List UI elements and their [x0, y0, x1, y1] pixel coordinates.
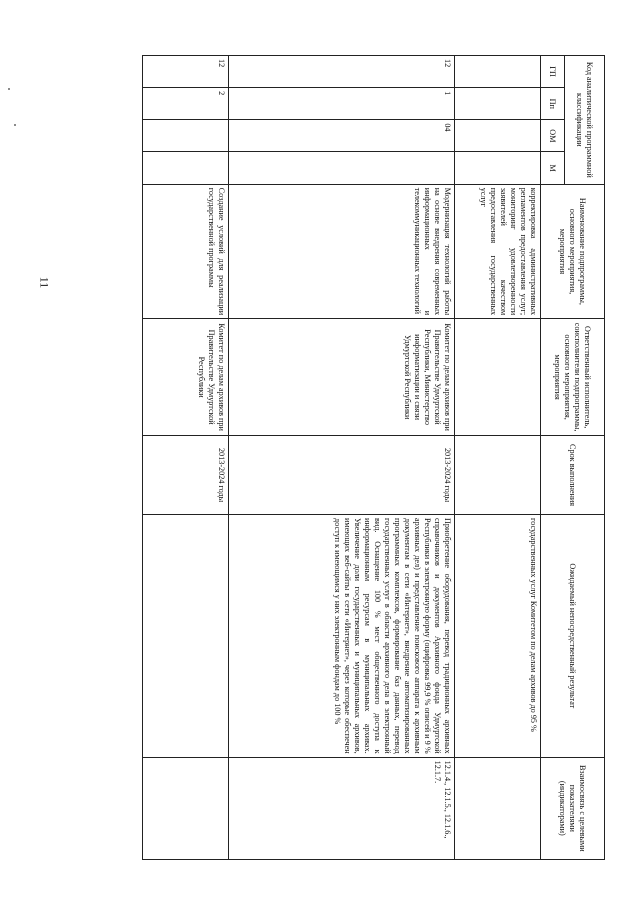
- name-header: Наименование подпрограммы, основного мероприятия, мероприятия: [541, 184, 605, 318]
- cell-om: [143, 120, 229, 152]
- cell-gp: 12: [143, 56, 229, 88]
- cell-gp: 12: [229, 56, 455, 88]
- cell-m: [455, 152, 541, 184]
- result-header: Ожидаемый непосредственный результат: [541, 515, 605, 758]
- cell-link: 12.1.4., 12.1.5., 12.1.6., 12.1.7.: [229, 757, 455, 859]
- cell-name: корректировка административных регламентов предоставления услуг; мониторинг удовлетворенности заявителей качеством предоставления государственных услуг: [455, 184, 541, 318]
- cell-executor: [455, 319, 541, 436]
- table-row: [455, 56, 541, 860]
- cell-name: Модернизация технологий работы на основе внедрения современных информационных и телекоммуникационных технологий: [229, 184, 455, 318]
- cell-om: 04: [229, 120, 455, 152]
- scan-speck: [8, 88, 10, 90]
- cell-result: [143, 515, 229, 758]
- gp-header: ГП: [541, 56, 565, 88]
- table-row: [143, 56, 229, 860]
- cell-executor: Комитет по делам архивов при Правительстве Удмуртской Республики, Министерство информатизации и связи Удмуртской Республики: [229, 319, 455, 436]
- cell-om: [455, 120, 541, 152]
- cell-link: [143, 757, 229, 859]
- header-row-group: [565, 56, 605, 860]
- scan-speck: [14, 124, 16, 126]
- cell-link: [455, 757, 541, 859]
- cell-m: [143, 152, 229, 184]
- page-number: 11: [37, 276, 52, 289]
- cell-result: государственных услуг Комитетом по делам архивов до 95 %: [455, 515, 541, 758]
- cell-executor: Комитет по делам архивов при Правительстве Удмуртской Республики: [143, 319, 229, 436]
- program-table: [142, 55, 605, 860]
- cell-pp: 2: [143, 88, 229, 120]
- cell-pp: [455, 88, 541, 120]
- table-row: [229, 56, 455, 860]
- cell-term: 2013-2024 годы: [143, 436, 229, 515]
- term-header: Срок выполнения: [541, 436, 605, 515]
- cell-term: 2013-2024 годы: [229, 436, 455, 515]
- rotated-table-container: [135, 55, 605, 860]
- pp-header: Пп: [541, 88, 565, 120]
- cell-m: [229, 152, 455, 184]
- cell-gp: [455, 56, 541, 88]
- link-header: Взаимосвязь с целевыми показателями (индикаторами): [541, 757, 605, 859]
- code-group-header: Код аналитической программной классификации: [565, 56, 605, 185]
- cell-name: Создание условий для реализации государственной программы: [143, 184, 229, 318]
- m-header: М: [541, 152, 565, 184]
- om-header: ОМ: [541, 120, 565, 152]
- cell-pp: 1: [229, 88, 455, 120]
- cell-term: [455, 436, 541, 515]
- executor-header: Ответственный исполнитель, соисполнители подпрограммы, основного мероприятия, мероприятия: [541, 319, 605, 436]
- cell-result: Приобретение оборудования, перевод традиционных архивных справочников и документов Архивного фонда Удмуртской Республики в электронную форму (оцифровка 99,9 % описей и 9 % архивных дел) и представление поискового аппарата к архивным документам в сети «Интернет», внедрение автоматизированных программных комплексов, формирование баз данных, перевод государственных услуг в области архивного дела в электронный вид. Оснащение 100 % мест общественного доступа к информационным ресурсам в муниципальных архивах. Увеличение доли государственных и муниципальных архивов, имеющих веб-сайты в сети «Интернет», через которые обеспечен доступ к имеющимся у них электронным фондам до 100 %: [229, 515, 455, 758]
